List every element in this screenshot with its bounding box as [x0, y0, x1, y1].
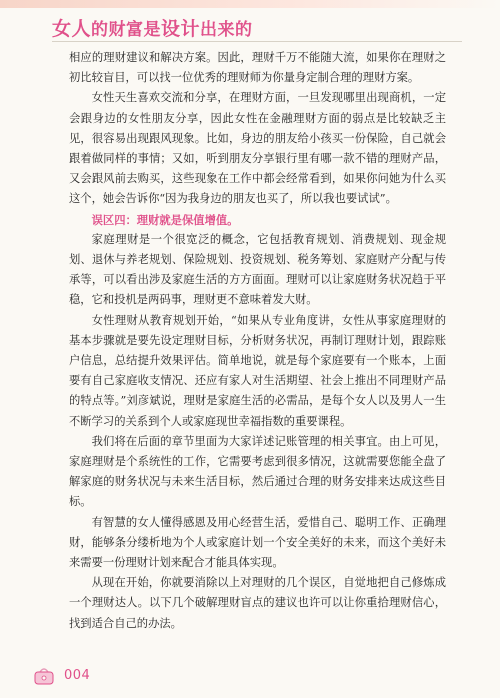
book-title-part4: 出来的 [200, 20, 253, 40]
book-title-part3: 设计 [161, 18, 201, 40]
decorative-purse-icon [32, 666, 56, 686]
book-title [52, 14, 253, 40]
paragraph: 女性天生喜欢交流和分享，在理财方面，一旦发现哪里出现商机，一定会跟身边的女性朋友分享，因此女性在金融理财方面的弱点是比较缺乏主见，很容易出现跟风现象。比如，身边的朋友给小孩买一份保险，自己就会跟着做同样的事情；又如，听到朋友分享银行里有哪一款不错的理财产品，又会跟风前去购买，这些现象在工作中都会经常看到，如果你问她为什么买这个，她会告诉你“因为我身边的朋友也买了，所以我也要试试”。 [69, 91, 446, 206]
page-number: 004 [64, 668, 91, 683]
paragraph-continuation: 相应的理财建议和解决方案。因此，理财千万不能随大流，如果你在理财之初比较盲目，可以找一位优秀的理财师为你量身定制合理的理财方案。 [69, 51, 446, 85]
page-footer [32, 666, 152, 688]
book-title-part2: 的财富是 [91, 20, 162, 40]
paragraph: 家庭理财是一个很宽泛的概念，它包括教育规划、消费规划、现金规划、退休与养老规划、保险规划、投资规划、税务筹划、家庭财产分配与传承等，可以看出涉及家庭生活的方方面面。理财可以让家庭财务状况趋于平稳，它和投机是两码事，理财更不意味着发大财。 [69, 232, 446, 307]
mistake-heading: 误区四：理财就是保值增值。 [91, 212, 239, 227]
header-divider [52, 41, 462, 42]
paragraph: 从现在开始，你就要消除以上对理财的几个误区，自觉地把自己修炼成一个理财达人。以下几个破解理财盲点的建议也许可以让你重拾理财信心，找到适合自己的办法。 [69, 576, 446, 630]
paragraph: 有智慧的女人懂得感恩及用心经营生活，爱惜自己、聪明工作、正确理财，能够条分缕析地为个人或家庭计划一个安全美好的未来，而这个美好未来需要一份理财计划来配合才能具体实现。 [69, 515, 446, 570]
paragraph: 我们将在后面的章节里面为大家详述记账管理的相关事宜。由上可见，家庭理财是个系统性的工作，它需要考虑到很多情况，这就需要您能全盘了解家庭的财务状况与未来生活目标，然后通过合理的财务安排来达成这些目标。 [69, 434, 446, 509]
book-title-part1: 女人 [52, 18, 92, 40]
header-stripe [0, 0, 500, 8]
page-header [0, 0, 500, 40]
main-text [69, 48, 446, 630]
paragraph: 女性理财从教育规划开始，“如果从专业角度讲，女性从事家庭理财的基本步骤就是要先设定理财目标，分析财务状况，再制订理财计划，跟踪账户信息，总结提升效果评估。简单地说，就是每个家庭要有一个账本，上面要有自己家庭收支情况、还应有家人对生活期望、社会上推出不同理财产品的特点等。”刘彦斌说，理财是家庭生活的必需品，是每个女人以及男人一生不断学习的关系到个人或家庭现世幸福指数的重要课程。 [69, 313, 446, 428]
